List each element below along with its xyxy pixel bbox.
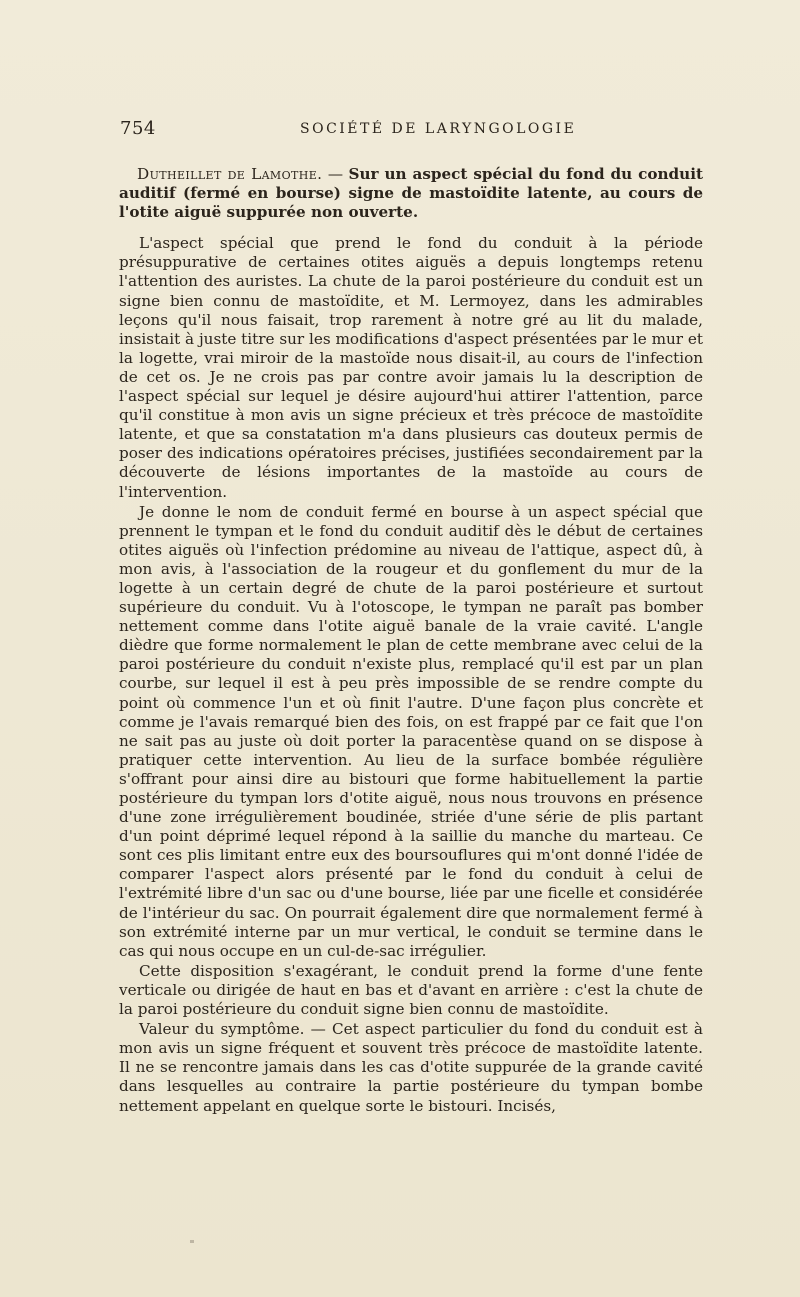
scan-speck [190,1240,194,1243]
paragraph-4: Valeur du symptôme. — Cet aspect particulier du fond du conduit est à mon avis un signe fréquent et souvent très précoce de mastoïdite latente. Il ne se rencontre jamais dans les cas d'otite suppurée de la grande cavité dans lesquelles au contraire la partie postérieure du tympan bombe nettement appelant en quelque sorte le bistouri. Incisés, [119,1020,703,1115]
article-heading [119,165,703,222]
article-author: Dutheillet de Lamothe. [137,165,323,183]
article-title: Sur un aspect spécial du fond du conduit auditif (fermé en bourse) signe de mastoïdite latente, au cours de l'otite aiguë suppurée non ouverte. [119,165,703,222]
paragraph-2: Je donne le nom de conduit fermé en bourse à un aspect spécial que prennent le tympan et le fond du conduit auditif dès le début de certaines otites aiguës où l'infection prédomine au niveau de l'attique, aspect dû, à mon avis, à l'association de la rougeur et du gonflement du mur de la logette à un certain degré de chute de la paroi postérieure et surtout supérieure du conduit. Vu à l'otoscope, le tympan ne paraît pas bomber nettement comme dans l'otite aiguë banale de la vraie cavité. L'angle dièdre que forme normalement le plan de cette membrane avec celui de la paroi postérieure du conduit n'existe plus, remplacé qu'il est par un plan courbe, sur lequel il est à peu près impossible de se rendre compte du point où commence l'un et où finit l'autre. D'une façon plus concrète et comme je l'avais remarqué bien des fois, on est frappé par ce fait que l'on ne sait pas au juste où doit porter la paracentèse quand on se dispose à pratiquer cette intervention. Au lieu de la surface bombée régulière s'offrant pour ainsi dire au bistouri que forme habituellement la partie postérieure du tympan lors d'otite aiguë, nous nous trouvons en présence d'une zone irrégulièrement boudinée, striée d'une série de plis partant d'un point déprimé lequel répond à la saillie du manche du marteau. Ce sont ces plis limitant entre eux des boursouflures qui m'ont donné l'idée de comparer l'aspect alors présenté par le fond du conduit à celui de l'extrémité libre d'un sac ou d'une bourse, liée par une ficelle et considérée de l'intérieur du sac. On pourrait également dire que normalement fermé à son extrémité interne par un mur vertical, le conduit se termine dans le cas qui nous occupe en un cul-de-sac irrégulier. [119,502,703,960]
running-title: SOCIÉTÉ DE LARYNGOLOGIE [300,121,577,137]
paragraph-3: Cette disposition s'exagérant, le conduit prend la forme d'une fente verticale ou dirigée de haut en bas et d'avant en arrière : c'est la chute de la paroi postérieure du conduit signe bien connu de mastoïdite. [119,961,703,1019]
paragraph-1: L'aspect spécial que prend le fond du conduit à la période présuppurative de certaines otites aiguës a depuis longtemps retenu l'attention des auristes. La chute de la paroi postérieure du conduit est un signe bien connu de mastoïdite, et M. Lermoyez, dans les admirables leçons qu'il nous faisait, trop rarement à notre gré au lit du malade, insistait à juste titre sur les modifications d'aspect présentées par le mur et la logette, vrai miroir de la mastoïde nous disait-il, au cours de l'infection de cet os. Je ne crois pas par contre avoir jamais lu la description de l'aspect spécial sur lequel je désire aujourd'hui attirer l'attention, parce qu'il constitue à mon avis un signe précieux et très précoce de mastoïdite latente, et que sa constatation m'a dans plusieurs cas douteux permis de poser des indications opératoires précises, justifiées secondairement par la découverte de lésions importantes de la mastoïde au cours de l'intervention. [119,234,703,501]
article-body [119,165,703,1116]
page-number: 754 [120,118,156,139]
heading-dash: — [322,165,349,183]
running-head [120,118,700,142]
